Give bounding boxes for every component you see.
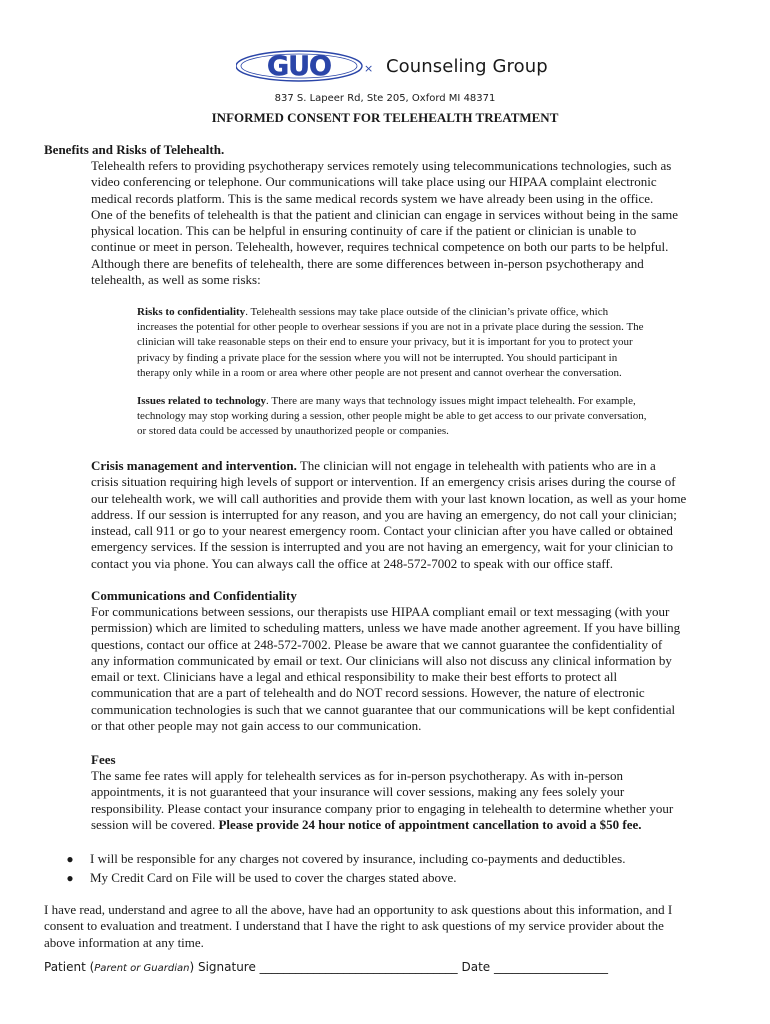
text-line: increases the potential for other people to overhear sessions if you are not in a private place during the session. The (137, 321, 644, 334)
fees-heading: Fees (91, 752, 116, 767)
text-line: consent to evaluation and treatment. I understand that I have the right to ask questions of my service provider about the (44, 918, 664, 934)
text-run: . Telehealth sessions may take place outside of the clinician’s private office, which (245, 306, 609, 318)
text-line: telehealth, as well as some risks: (91, 272, 261, 288)
cancellation-notice: Please provide 24 hour notice of appointment cancellation to avoid a $50 fee. (218, 816, 642, 832)
logo-x-mark: × (364, 62, 374, 75)
signature-label-italic: Parent or Guardian (94, 963, 190, 974)
risks-confidentiality-heading: Risks to confidentiality (137, 306, 246, 318)
issues-technology-paragraph (137, 394, 647, 440)
text-line: email or text. Clinicians have a legal and ethical responsibility to make their best efforts to protect all (91, 669, 618, 685)
text-line: I have read, understand and agree to all the above, have had an opportunity to ask questions about this information, and I (44, 902, 673, 917)
text-line: responsibility. Please contact your insurance company prior to engaging in telehealth to determine whether your (91, 800, 674, 816)
text-line: The same fee rates will apply for telehealth services as for in-person psychotherapy. As with in-person (91, 768, 623, 783)
text-run: The clinician will not engage in telehealth with patients who are in a (296, 458, 656, 473)
crisis-paragraph (91, 458, 686, 572)
text-line: appointments, it is not guaranteed that your insurance will cover sessions, making any fees solely your (91, 784, 625, 800)
communications-paragraph (91, 604, 680, 734)
org-name: Counseling Group (386, 56, 548, 77)
text-line: Telehealth refers to providing psychotherapy services remotely using telecommunications technologies, such as (91, 158, 672, 173)
text-line (91, 817, 673, 833)
text-line: For communications between sessions, our therapists use HIPAA compliant email or text messaging (with your (91, 604, 670, 619)
text-line: permission) which are limited to scheduling matters, unless we have made another agreement. If you have billing (91, 620, 681, 636)
signature-line (44, 960, 608, 974)
org-address: 837 S. Lapeer Rd, Ste 205, Oxford MI 48371 (274, 93, 496, 104)
list-item (58, 851, 626, 870)
text-line: communication technologies is such that we cannot guarantee that our communications will be kept confidential (91, 701, 676, 717)
list-item (58, 870, 626, 889)
list-item-text: My Credit Card on File will be used to cover the charges stated above. (90, 870, 457, 885)
bullet-icon: ● (66, 852, 74, 866)
text-line: or that other people may not gain access to our communication. (91, 718, 422, 734)
text-line: clinician will take reasonable steps on their end to ensure your privacy, but it is important for you to protect your (137, 336, 633, 349)
text-line: One of the benefits of telehealth is that the patient and clinician can engage in services without being in the same (91, 206, 678, 222)
text-line: therapy only while in a room or area where other people are not present and cannot overhear the conversation. (137, 366, 622, 379)
list-item-text: I will be responsible for any charges not covered by insurance, including co-payments and deductibles. (90, 851, 626, 866)
issues-technology-heading: Issues related to technology (137, 395, 267, 407)
signature-field[interactable]: _________________________________ (259, 960, 458, 974)
text-line: emergency services. If the session is interrupted and you are not having an emergency, wait for your clinician to (91, 539, 674, 555)
text-line: our telehealth work, we will call authorities and provide them with your last known location, as well as your home (91, 490, 687, 506)
text-line: above information at any time. (44, 934, 204, 950)
text-line: contact you via phone. You can always call the office at 248-572-7002 to speak with our office staff. (91, 555, 614, 571)
document-title: INFORMED CONSENT FOR TELEHEALTH TREATMENT (211, 110, 559, 125)
communications-heading: Communications and Confidentiality (91, 588, 297, 603)
signature-label-suffix: ) Signature (189, 960, 260, 974)
fees-paragraph (91, 768, 673, 833)
text-line: crisis situation requiring high levels of support or intervention. If an emergency crisis arises during the course of (91, 474, 676, 490)
signature-label-prefix: Patient ( (44, 960, 95, 974)
text-line: medical records platform. This is the same medical records system we have already been using in the office. (91, 190, 654, 206)
acknowledgement-paragraph (44, 902, 672, 951)
text-line: address. If our session is interrupted for any reason, and you are having an emergency, do not call your clinician; (91, 506, 677, 522)
text-line: communication that are a part of telehealth and do NOT record sessions. However, the nature of electronic (91, 685, 645, 701)
text-line: privacy by finding a private place for the session where you will not be interrupted. You should participant in (137, 351, 618, 364)
benefits-heading: Benefits and Risks of Telehealth. (44, 142, 225, 157)
text-line: video conferencing or telephone. Our communications will take place using our HIPAA complaint electronic (91, 174, 657, 190)
bullet-icon: ● (66, 871, 74, 885)
text-run: session will be covered. (91, 816, 219, 832)
logo-letters: GUO (266, 51, 332, 82)
text-line: or stored data could be accessed by unauthorized people or companies. (137, 425, 449, 438)
text-line (137, 394, 647, 409)
date-label: Date (457, 960, 494, 974)
text-line: questions, contact our office at 248-572-7002. Please be aware that we cannot guarantee the confidentiality of (91, 636, 663, 652)
bullet-list (58, 851, 626, 889)
text-line: Although there are benefits of telehealth, there are some differences between in-person psychotherapy and (91, 255, 644, 271)
benefits-paragraph (91, 158, 678, 288)
text-line: instead, call 911 or go to your nearest emergency room. Contact your clinician after you have called or obtained (91, 523, 673, 539)
risks-confidentiality-paragraph (137, 305, 644, 381)
crisis-heading: Crisis management and intervention. (91, 458, 297, 473)
text-line: physical location. This can be helpful in ensuring continuity of care if the patient or clinician is unable to (91, 223, 637, 239)
text-line: continue or meet in person. Telehealth, however, requires technical competence on both our parts to be helpful. (91, 239, 669, 255)
text-line: any information communicated by email or text. Our clinicians will also not discuss any clinical information by (91, 652, 672, 668)
date-field[interactable]: ___________________ (493, 960, 608, 974)
text-line (137, 305, 644, 320)
text-run: . There are many ways that technology issues might impact telehealth. For example, (266, 395, 636, 407)
text-line: technology may stop working during a session, other people might be able to get access to our private conversation, (137, 410, 647, 423)
text-line (91, 458, 686, 474)
